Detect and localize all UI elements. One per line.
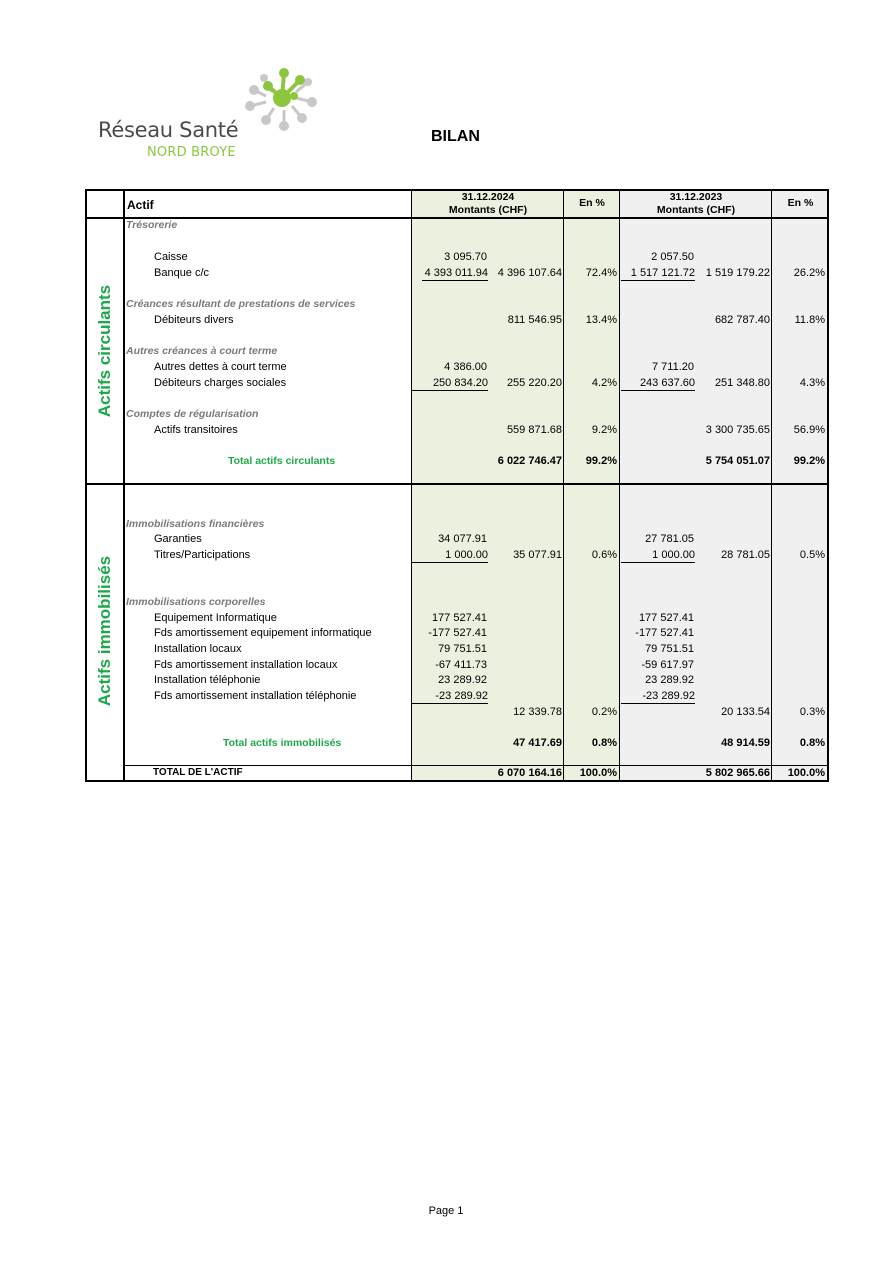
row-caisse-label: Caisse bbox=[154, 251, 188, 263]
section-immo-fin: Immobilisations financières bbox=[126, 518, 265, 530]
header-montants-2024: Montants (CHF) bbox=[448, 204, 528, 216]
row-total-actif-2023: 5 802 965.66 bbox=[705, 767, 770, 779]
row-fds-equip-2024: -177 527.41 bbox=[428, 627, 487, 639]
row-total-circ-pct-2023: 99.2% bbox=[793, 455, 825, 467]
section-immo-corp: Immobilisations corporelles bbox=[126, 596, 266, 608]
page-title: BILAN bbox=[431, 128, 480, 145]
row-corp-total-2024: 12 339.78 bbox=[513, 706, 562, 718]
row-actifs-trans-total-2023: 3 300 735.65 bbox=[705, 424, 770, 436]
row-deb-sociales-total-2023: 251 348.80 bbox=[714, 377, 770, 389]
row-deb-sociales-2024: 250 834.20 bbox=[412, 376, 488, 391]
row-tel-label: Installation téléphonie bbox=[154, 674, 261, 686]
row-banque-2024: 4 393 011.94 bbox=[422, 266, 488, 281]
row-tel-2023: 23 289.92 bbox=[645, 674, 694, 686]
row-garanties-2023: 27 781.05 bbox=[645, 533, 694, 545]
row-corp-total-2023: 20 133.54 bbox=[721, 706, 770, 718]
row-fds-install-2023: -59 617.97 bbox=[641, 659, 694, 671]
row-titres-total-2024: 35 077.91 bbox=[513, 549, 562, 561]
side-label-immobilises: Actifs immobilisés bbox=[95, 555, 114, 707]
row-deb-sociales-total-2024: 255 220.20 bbox=[506, 377, 562, 389]
row-banque-total-2023: 1 519 179.22 bbox=[705, 267, 770, 279]
row-equip-label: Equipement Informatique bbox=[154, 612, 277, 624]
row-equip-2024: 177 527.41 bbox=[431, 612, 487, 624]
row-fds-equip-2023: -177 527.41 bbox=[635, 627, 694, 639]
row-banque-2023: 1 517 121.72 bbox=[621, 266, 695, 281]
row-total-actif-pct-2023: 100.0% bbox=[787, 767, 825, 779]
row-deb-sociales-2023: 243 637.60 bbox=[621, 376, 695, 391]
row-actifs-trans-total-2024: 559 871.68 bbox=[506, 424, 562, 436]
row-total-immo-2023: 48 914.59 bbox=[721, 737, 770, 749]
network-logo-icon bbox=[244, 68, 320, 134]
row-total-actif-label: TOTAL DE L'ACTIF bbox=[153, 767, 243, 778]
row-total-circ-2023: 5 754 051.07 bbox=[705, 455, 770, 467]
row-fds-install-2024: -67 411.73 bbox=[435, 659, 487, 671]
row-debiteurs-pct-2024: 13.4% bbox=[585, 314, 617, 326]
header-actif: Actif bbox=[127, 198, 154, 212]
row-total-circ-label: Total actifs circulants bbox=[228, 455, 336, 467]
row-total-immo-pct-2023: 0.8% bbox=[799, 737, 825, 749]
section-tresorerie: Trésorerie bbox=[126, 219, 178, 231]
row-titres-pct-2023: 0.5% bbox=[799, 549, 825, 561]
row-autres-dettes-2024: 4 386.00 bbox=[444, 361, 487, 373]
row-fds-equip-label: Fds amortissement equipement informatique bbox=[154, 627, 372, 639]
row-debiteurs-pct-2023: 11.8% bbox=[794, 314, 825, 326]
row-total-immo-2024: 47 417.69 bbox=[513, 737, 562, 749]
border-right bbox=[827, 189, 829, 782]
header-date-2024: 31.12.2024 bbox=[461, 191, 515, 203]
section-creances: Créances résultant de prestations de services bbox=[126, 298, 356, 310]
header-pct-2024: En % bbox=[579, 197, 605, 209]
row-actifs-trans-label: Actifs transitoires bbox=[154, 424, 238, 436]
row-banque-total-2024: 4 396 107.64 bbox=[497, 267, 562, 279]
row-fds-tel-2023: -23 289.92 bbox=[621, 689, 695, 704]
section-autres-creances: Autres créances à court terme bbox=[126, 345, 278, 357]
row-autres-dettes-label: Autres dettes à court terme bbox=[154, 361, 287, 373]
border-left bbox=[85, 189, 87, 782]
row-caisse-2023: 2 057.50 bbox=[651, 251, 694, 263]
row-titres-pct-2024: 0.6% bbox=[591, 549, 617, 561]
row-total-actif-2024: 6 070 164.16 bbox=[497, 767, 562, 779]
row-autres-dettes-2023: 7 711.20 bbox=[651, 361, 694, 373]
side-label-circulants: Actifs circulants bbox=[95, 284, 114, 418]
logo bbox=[98, 68, 328, 164]
brand-subtitle: NORD BROYE bbox=[147, 145, 236, 160]
row-equip-2023: 177 527.41 bbox=[638, 612, 694, 624]
header-montants-2023: Montants (CHF) bbox=[656, 204, 736, 216]
row-titres-label: Titres/Participations bbox=[154, 549, 251, 561]
row-titres-2023: 1 000.00 bbox=[621, 548, 695, 563]
row-install-label: Installation locaux bbox=[154, 643, 242, 655]
balance-sheet-table bbox=[85, 189, 829, 782]
row-corp-pct-2023: 0.3% bbox=[799, 706, 825, 718]
row-debiteurs-label: Débiteurs divers bbox=[154, 314, 234, 326]
row-tel-2024: 23 289.92 bbox=[438, 674, 487, 686]
border-2023 bbox=[619, 189, 620, 782]
row-deb-sociales-label: Débiteurs charges sociales bbox=[154, 377, 287, 389]
row-actifs-trans-pct-2024: 9.2% bbox=[591, 424, 617, 436]
border-section bbox=[85, 483, 829, 485]
row-fds-install-label: Fds amortissement installation locaux bbox=[154, 659, 338, 671]
row-caisse-2024: 3 095.70 bbox=[444, 251, 487, 263]
row-garanties-label: Garanties bbox=[154, 533, 202, 545]
row-fds-tel-label: Fds amortissement installation téléphonie bbox=[154, 690, 357, 702]
row-garanties-2024: 34 077.91 bbox=[438, 533, 487, 545]
row-banque-pct-2023: 26.2% bbox=[793, 267, 825, 279]
row-total-immo-label: Total actifs immobilisés bbox=[223, 737, 342, 749]
row-total-actif-pct-2024: 100.0% bbox=[579, 767, 617, 779]
row-debiteurs-total-2024: 811 546.95 bbox=[507, 314, 562, 326]
row-corp-pct-2024: 0.2% bbox=[591, 706, 617, 718]
header-pct-2023: En % bbox=[787, 197, 814, 209]
row-install-2023: 79 751.51 bbox=[645, 643, 694, 655]
row-fds-tel-2024: -23 289.92 bbox=[412, 689, 488, 704]
row-deb-sociales-pct-2023: 4.3% bbox=[799, 377, 825, 389]
row-install-2024: 79 751.51 bbox=[438, 643, 487, 655]
border-bottom bbox=[85, 780, 829, 782]
border-header bbox=[85, 217, 829, 219]
row-banque-pct-2024: 72.4% bbox=[585, 267, 617, 279]
row-titres-2024: 1 000.00 bbox=[412, 548, 488, 563]
row-debiteurs-total-2023: 682 787.40 bbox=[714, 314, 770, 326]
header-date-2023: 31.12.2023 bbox=[669, 191, 723, 203]
row-banque-label: Banque c/c bbox=[154, 267, 210, 279]
row-titres-total-2023: 28 781.05 bbox=[721, 549, 770, 561]
row-total-immo-pct-2024: 0.8% bbox=[591, 737, 617, 749]
row-total-circ-pct-2024: 99.2% bbox=[585, 455, 617, 467]
page-number: Page 1 bbox=[428, 1205, 464, 1217]
row-deb-sociales-pct-2024: 4.2% bbox=[591, 377, 617, 389]
brand-name: Réseau Santé bbox=[98, 118, 239, 142]
section-comptes-reg: Comptes de régularisation bbox=[126, 408, 259, 420]
row-total-circ-2024: 6 022 746.47 bbox=[497, 455, 562, 467]
border-label bbox=[123, 189, 125, 782]
row-actifs-trans-pct-2023: 56.9% bbox=[793, 424, 825, 436]
